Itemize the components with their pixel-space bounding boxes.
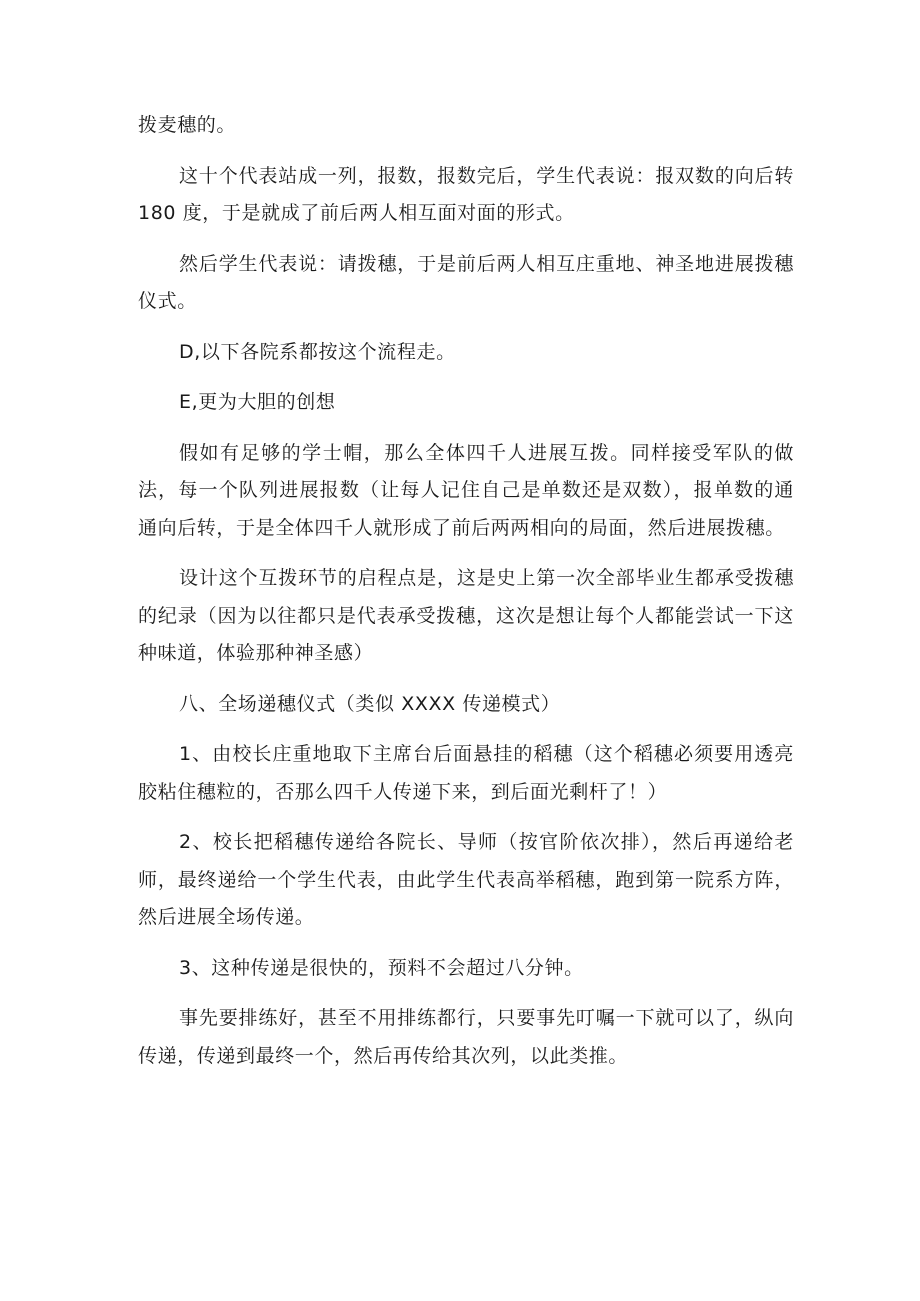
document-body bbox=[138, 107, 794, 1075]
paragraph-1: 拨麦穗的。 bbox=[138, 114, 237, 136]
paragraph-6: 假如有足够的学士帽，那么全体四千人进展互拨。同样接受军队的做法，每一个队列进展报数（让每人记住自己是单数还是双数），报单数的通通向后转，于是全体四千人就形成了前后两两相向的局面，然后进展拨穗。 bbox=[138, 441, 794, 539]
paragraph-2: 这十个代表站成一列，报数，报数完后，学生代表说：报双数的向后转 180 度，于是就成了前后两人相互面对面的形式。 bbox=[138, 164, 794, 224]
paragraph-7: 设计这个互拨环节的启程点是，这是史上第一次全部毕业生都承受拨穗的纪录（因为以往都只是代表承受拨穗，这次是想让每个人都能尝试一下这种味道，体验那种神圣感） bbox=[138, 567, 794, 664]
paragraph-9: 1、由校长庄重地取下主席台后面悬挂的稻穗（这个稻穗必须要用透亮胶粘住穗粒的，否那么四千人传递下来，到后面光剩杆了！） bbox=[138, 743, 794, 803]
paragraph-10: 2、校长把稻穗传递给各院长、导师（按官阶依次排），然后再递给老师，最终递给一个学生代表，由此学生代表高举稻穗，跑到第一院系方阵，然后进展全场传递。 bbox=[138, 831, 794, 928]
paragraph-5: E,更为大胆的创想 bbox=[179, 391, 336, 413]
section-heading-8: 八、全场递穗仪式（类似 XXXX 传递模式） bbox=[179, 692, 561, 715]
paragraph-3: 然后学生代表说：请拨穗，于是前后两人相互庄重地、神圣地进展拨穗仪式。 bbox=[138, 252, 794, 312]
paragraph-12: 事先要排练好，甚至不用排练都行，只要事先叮嘱一下就可以了，纵向传递，传递到最终一个，然后再传给其次列，以此类推。 bbox=[138, 1007, 794, 1067]
paragraph-11: 3、这种传递是很快的，预料不会超过八分钟。 bbox=[179, 956, 584, 979]
paragraph-4: D,以下各院系都按这个流程走。 bbox=[179, 340, 456, 363]
